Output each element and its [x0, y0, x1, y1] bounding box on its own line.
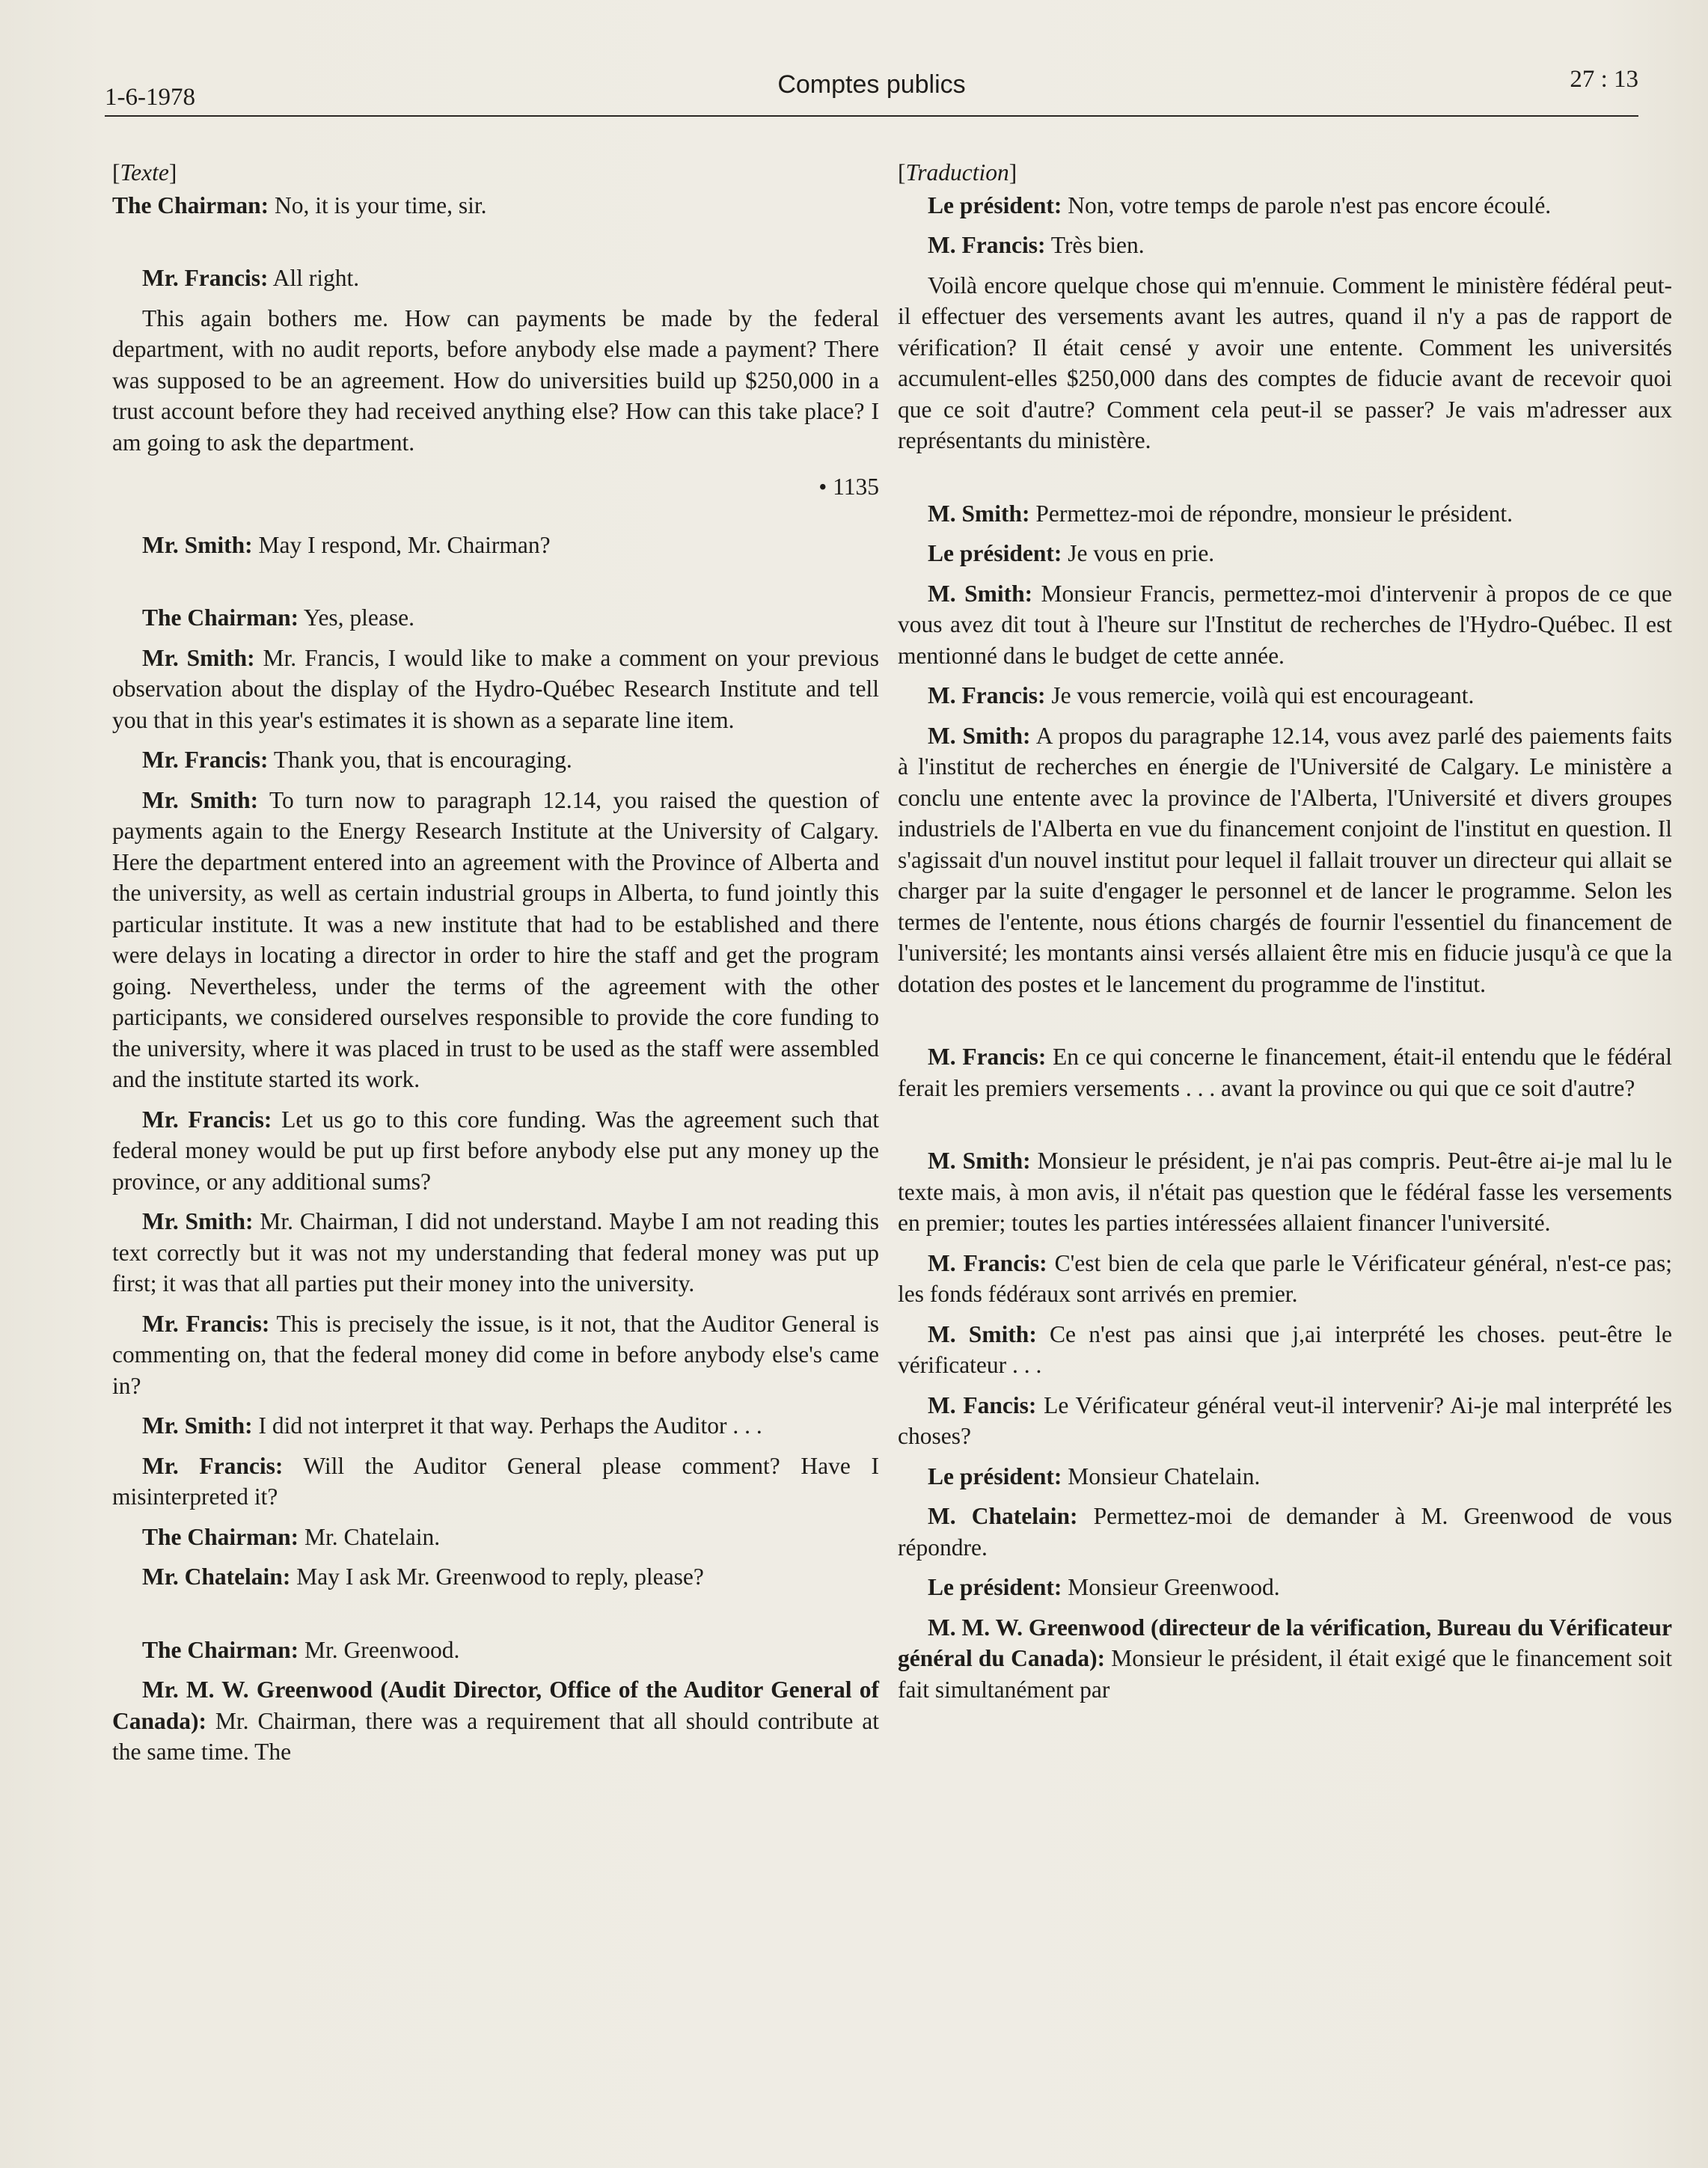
paragraph: This again bothers me. How can payments be made by the federal department, with no audit reports, before anybody else made a payment? There was supposed to be an agreement. How do universities build up $250,000 in a trust account before they had received anything else? How can this take place? I am going to ask the department.: [112, 304, 879, 456]
header-title: Comptes publics: [777, 70, 966, 99]
paragraph: M. Francis: Très bien.: [928, 232, 1145, 258]
paragraph: M. M. W. Greenwood (directeur de la vérification, Bureau du Vérificateur général du Canada): Monsieur le président, il était exigé que le financement soit fait simultanément par: [898, 1614, 1672, 1703]
paragraph: M. Smith: Permettez-moi de répondre, monsieur le président.: [928, 500, 1513, 527]
paragraph: Le président: Je vous en prie.: [928, 540, 1215, 566]
paragraph: M. Smith: Ce n'est pas ainsi que j,ai interprété les choses. peut-être le vérificateur . . .: [898, 1320, 1672, 1378]
paragraph: Mr. Smith: May I respond, Mr. Chairman?: [142, 531, 551, 558]
header-rule: [105, 115, 1638, 117]
paragraph: The Chairman: Mr. Chatelain.: [142, 1523, 441, 1550]
paragraph: Mr. M. W. Greenwood (Audit Director, Office of the Auditor General of Canada): Mr. Chairman, there was a requirement that all should contribute at the same time. The: [112, 1676, 879, 1765]
header-page-number: 27 : 13: [1570, 66, 1638, 93]
paragraph: Le président: Non, votre temps de parole n'est pas encore écoulé.: [928, 192, 1552, 218]
paragraph: Mr. Francis: Let us go to this core funding. Was the agreement such that federal money would be put up first before anybody else put any money up the province, or any additional sums?: [112, 1106, 879, 1195]
paragraph: Mr. Francis: Thank you, that is encouraging.: [142, 747, 572, 773]
paragraph: Mr. Smith: Mr. Francis, I would like to make a comment on your previous observation about the display of the Hydro-Québec Research Institute and tell you that in this year's estimates it is shown as a separate line item.: [112, 644, 879, 733]
left-column-tag: [Texte]: [112, 159, 177, 186]
time-marker: • 1135: [818, 474, 879, 500]
paragraph: The Chairman: Mr. Greenwood.: [142, 1636, 460, 1663]
paragraph: Mr. Smith: To turn now to paragraph 12.14, you raised the question of payments again to the Energy Research Institute at the University of Calgary. Here the department entered into an agreement with the Province of Alberta and the university, as well as certain industrial groups in Alberta, to fund jointly this particular institute. It was a new institute that had to be established and there were delays in locating a director in order to hire the staff and get the program going. Nevertheless, under the terms of the agreement with the other participants, we considered ourselves responsible to provide the core funding to the university, where it was placed in trust to be used as the staff were assembled and the institute started its work.: [112, 786, 879, 1092]
paragraph: M. Francis: Je vous remercie, voilà qui est encourageant.: [928, 682, 1475, 708]
paragraph: Le président: Monsieur Greenwood.: [928, 1574, 1280, 1600]
paragraph: M. Smith: Monsieur Francis, permettez-moi d'intervenir à propos de ce que vous avez dit tout à l'heure sur l'Institut de recherches de l'Hydro-Québec. Il est mentionné dans le budget de cette année.: [898, 580, 1672, 669]
paragraph: Mr. Francis: This is precisely the issue, is it not, that the Auditor General is commenting on, that the federal money did come in before anybody else's came in?: [112, 1310, 879, 1399]
paragraph: M. Smith: Monsieur le président, je n'ai pas compris. Peut-être ai-je mal lu le texte mais, à mon avis, il n'était pas question que le fédéral fasse les versements en premier; toutes les parties intéressées allaient financer l'université.: [898, 1148, 1672, 1236]
page-header: [105, 61, 1638, 121]
paragraph: M. Francis: C'est bien de cela que parle le Vérificateur général, n'est-ce pas; les fonds fédéraux sont arrivés en premier.: [898, 1249, 1672, 1307]
paragraph: M. Smith: A propos du paragraphe 12.14, vous avez parlé des paiements faits à l'institut de recherches en énergie de l'Université de Calgary. Le ministère a conclu une entente avec la province de l'Alberta, l'Université et divers groupes industriels de l'Alberta en vue du financement conjoint de l'institut en question. Il s'agissait d'un nouvel institut pour lequel il fallait trouver un directeur qui allait se charger par la suite d'engager le personnel et de lancer le programme. Selon les termes de l'entente, nous étions chargés de fournir l'essentiel du financement de l'université; les montants ainsi versés allaient être mis en fiducie jusqu'à ce que la dotation des postes et le lancement du programme de l'institut.: [898, 722, 1672, 997]
paragraph: Mr. Smith: Mr. Chairman, I did not understand. Maybe I am not reading this text correctly but it was not my understanding that federal money was put up first; it was that all parties put their money into the university.: [112, 1208, 879, 1296]
paragraph: M. Fancis: Le Vérificateur général veut-il intervenir? Ai-je mal interprété les choses?: [898, 1391, 1672, 1449]
paragraph: The Chairman: Yes, please.: [142, 604, 415, 631]
right-column-tag: [Traduction]: [898, 159, 1017, 186]
paragraph: Mr. Smith: I did not interpret it that way. Perhaps the Auditor . . .: [142, 1412, 762, 1439]
header-date: 1-6-1978: [105, 84, 195, 111]
paragraph: Mr. Chatelain: May I ask Mr. Greenwood to reply, please?: [142, 1564, 704, 1590]
paragraph: M. Francis: En ce qui concerne le financement, était-il entendu que le fédéral ferait les premiers versements . . . avant la province ou qui que ce soit d'autre?: [898, 1044, 1672, 1101]
paragraph: Le président: Monsieur Chatelain.: [928, 1463, 1261, 1489]
paragraph: Voilà encore quelque chose qui m'ennuie. Comment le ministère fédéral peut-il effectuer des versements avant les autres, quand il n'y a pas de rapport de vérification? Il était censé y avoir une entente. Comment les universités accumulent-elles $250,000 dans des comptes de fiducie avant de recevoir quoi que ce soit d'autre? Comment cela peut-il se passer? Je vais m'adresser aux représentants du ministère.: [898, 272, 1672, 453]
paragraph: M. Chatelain: Permettez-moi de demander à M. Greenwood de vous répondre.: [898, 1503, 1672, 1561]
left-column: [112, 157, 879, 1777]
paragraph: The Chairman: No, it is your time, sir.: [112, 192, 487, 218]
paragraph: Mr. Francis: Will the Auditor General please comment? Have I misinterpreted it?: [112, 1452, 879, 1510]
right-column: [898, 157, 1672, 1714]
paragraph: Mr. Francis: All right.: [142, 265, 360, 291]
